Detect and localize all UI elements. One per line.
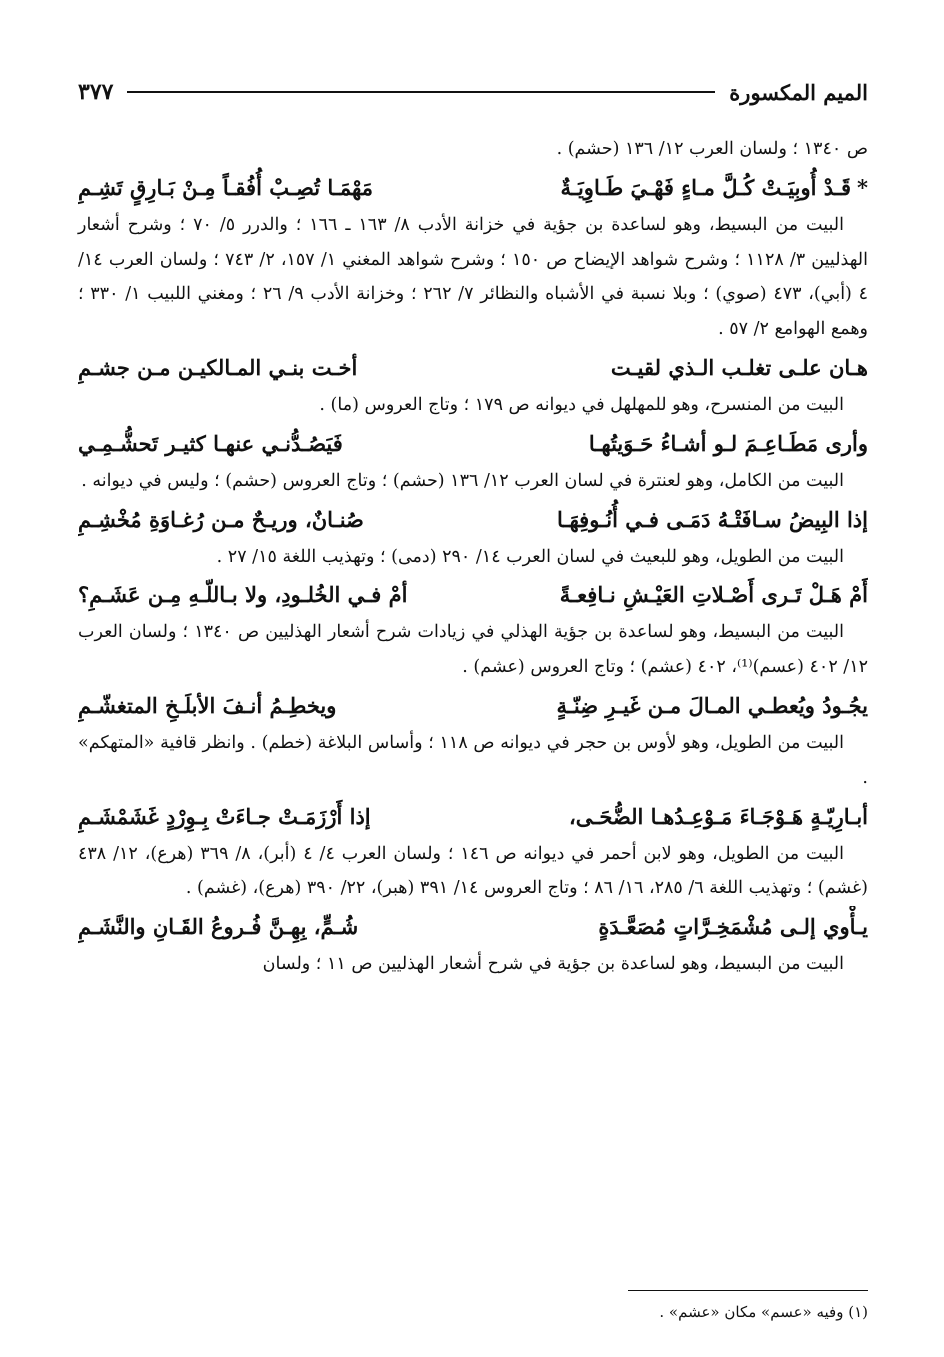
verse-second-hemistich: فَيَصُـدُّنـي عنهـا كثيـر تَحشُّـمِـي — [78, 430, 343, 456]
hemistich-text: يـأْوي إلـى مُشْمَخِـرَّاتٍ مُصَعَّـدَةٍ — [598, 914, 868, 940]
citation-paragraph: البيت من الطويل، وهو للبعيث في لسان العرب ١٤/ ٢٩٠ (دمى) ؛ وتهذيب اللغة ١٥/ ٢٧ . — [216, 546, 844, 567]
poetry-verse — [78, 423, 868, 464]
verse-second-hemistich: أمْ فـي الخُلـودِ، ولا بـاللّـهِ مِـن عَشَـمِ؟ — [78, 582, 408, 608]
footnote-rule — [628, 1290, 868, 1291]
citation-paragraph: البيت من الكامل، وهو لعنترة في لسان العرب ١٢/ ١٣٦ (حشم) ؛ وتاج العروس (حشم) ؛ وليس في ديوانه . — [81, 470, 844, 491]
citation-paragraph: البيت من البسيط، وهو لساعدة بن جؤية الهذلي في زيادات شرح أشعار الهذليين ص ١٣٤٠ ؛ ولسان العرب ١٢/ ٤٠٢ (عسم)⁽¹⁾، ٤٠٢ (عشم) ؛ وتاج العروس (عشم) . — [78, 622, 868, 678]
verse-first-hemistich — [556, 685, 868, 726]
hemistich-text: قَـدْ أُوبِيَـتْ كُـلَّ مـاءٍ فَهْـيَ طَـاوِيَـةٌ — [560, 174, 852, 200]
poetry-verse — [78, 167, 868, 208]
chapter-title: الميم المكسورة — [729, 79, 868, 105]
hemistich-text: أَمْ هَـلْ تَـرى أَصْـلاتِ العَيْـشِ نـافِعـةً — [559, 582, 868, 608]
citation-paragraph: ص ١٣٤٠ ؛ ولسان العرب ١٢/ ١٣٦ (حشم) . — [556, 139, 868, 159]
verse-second-hemistich: ويخطِـمُ أنـفَ الأبلَـخِ المتغشّـمِ — [78, 692, 337, 718]
citation-paragraph: البيت من الطويل، وهو لأوس بن حجر في ديوانه ص ١١٨ ؛ وأساس البلاغة (خطم) . وانظر قافية «المتهكم» . — [78, 732, 868, 788]
poetry-verse — [78, 685, 868, 726]
header-rule — [127, 91, 715, 93]
verse-first-hemistich — [557, 499, 868, 540]
verse-second-hemistich: إذا أَرْزَمَـتْ جـاءَتْ بِـوِرْدٍ غَشَمْشَـمِ — [78, 803, 371, 829]
verse-second-hemistich: صُنـانٌ، وريـحٌ مـن رُغـاوَةِ مُخْشِـمِ — [78, 506, 364, 532]
verse-first-hemistich — [561, 167, 868, 208]
hemistich-text: يجُـودُ ويُعطـي المـالَ مـن غَيـرِ ضِنّـةٍ — [556, 692, 868, 718]
poetry-verse — [78, 796, 868, 837]
verse-first-hemistich — [560, 574, 868, 615]
verse-first-hemistich — [598, 906, 868, 947]
hemistich-text: إذا البِيضُ سـافَتْـهُ دَمَـى فـي أُنُـوفِهَـا — [556, 506, 868, 532]
hemistich-text: أبـارِيّـةٍ هَـوْجَـاءَ مَـوْعِـدُهـا الضُّحَـى، — [568, 803, 868, 829]
page-body — [78, 132, 868, 982]
verse-second-hemistich: شُـمٍّ، بِهِـنَّ فُـروعُ القَـانِ والنَّشَـمِ — [78, 914, 359, 940]
page-header — [78, 70, 868, 114]
verse-second-hemistich: مَهْمَـا تُصِـبْ أُفُقـاً مِـنْ بَـارِقٍ تَشِـمِ — [78, 174, 373, 200]
citation-paragraph: البيت من البسيط، وهو لساعدة بن جؤية في شرح أشعار الهذليين ص ١١ ؛ ولسان — [262, 954, 844, 975]
hemistich-text: وأرى مَطَـاعِـمَ لـو أشـاءُ حَـوَيتُهـا — [588, 430, 868, 456]
verse-first-hemistich — [569, 796, 868, 837]
page-number: ٣٧٧ — [78, 79, 114, 105]
poetry-verse — [78, 906, 868, 947]
footnote: (١) وفيه «عسم» مكان «عشم» . — [659, 1303, 868, 1321]
verse-marker: * — [857, 174, 868, 200]
footnote-area — [78, 1290, 868, 1323]
verse-first-hemistich — [611, 347, 868, 388]
verse-second-hemistich: أخـت بنـي المـالكيـن مـن جشـمِ — [78, 354, 358, 380]
citation-paragraph: البيت من البسيط، وهو لساعدة بن جؤية في خزانة الأدب ٨/ ١٦٣ ـ ١٦٦ ؛ والدرر ٥/ ٧٠ ؛ وشرح أشعار الهذليين ٣/ ١١٢٨ ؛ وشرح شواهد الإيضاح ص ١٥٠ ؛ وشرح شواهد المغني ١/ ١٥٧، ٢/ ٧٤٣ ؛ ولسان العرب ١٤/ ٤ (أبي)، ٤٧٣ (صوي) ؛ وبلا نسبة في الأشباه والنظائر ٧/ ٢٦٢ ؛ وخزانة الأدب ٩/ ٢٦ ؛ ومغني اللبيب ١/ ٣٣٠ ؛ وهمع الهوامع ٢/ ٥٧ . — [78, 214, 869, 340]
poetry-verse — [78, 499, 868, 540]
citation-paragraph: البيت من الطويل، وهو لابن أحمر في ديوانه ص ١٤٦ ؛ ولسان العرب ٤/ ٤ (أبر)، ٨/ ٣٦٩ (هرع)، ١٢/ ٤٣٨ (غشم) ؛ وتهذيب اللغة ٦/ ٢٨٥، ١٦/ ٨٦ ؛ وتاج العروس ١٤/ ٣٩١ (هبر)، ٢٢/ ٣٩٠ (هرع)، (غشم) . — [78, 843, 868, 899]
poetry-verse — [78, 574, 868, 615]
hemistich-text: هـان علـى تغلـب الـذي لقيـت — [610, 354, 868, 380]
verse-first-hemistich — [589, 423, 868, 464]
poetry-verse — [78, 347, 868, 388]
citation-paragraph: البيت من المنسرح، وهو للمهلهل في ديوانه ص ١٧٩ ؛ وتاج العروس (ما) . — [319, 394, 844, 415]
